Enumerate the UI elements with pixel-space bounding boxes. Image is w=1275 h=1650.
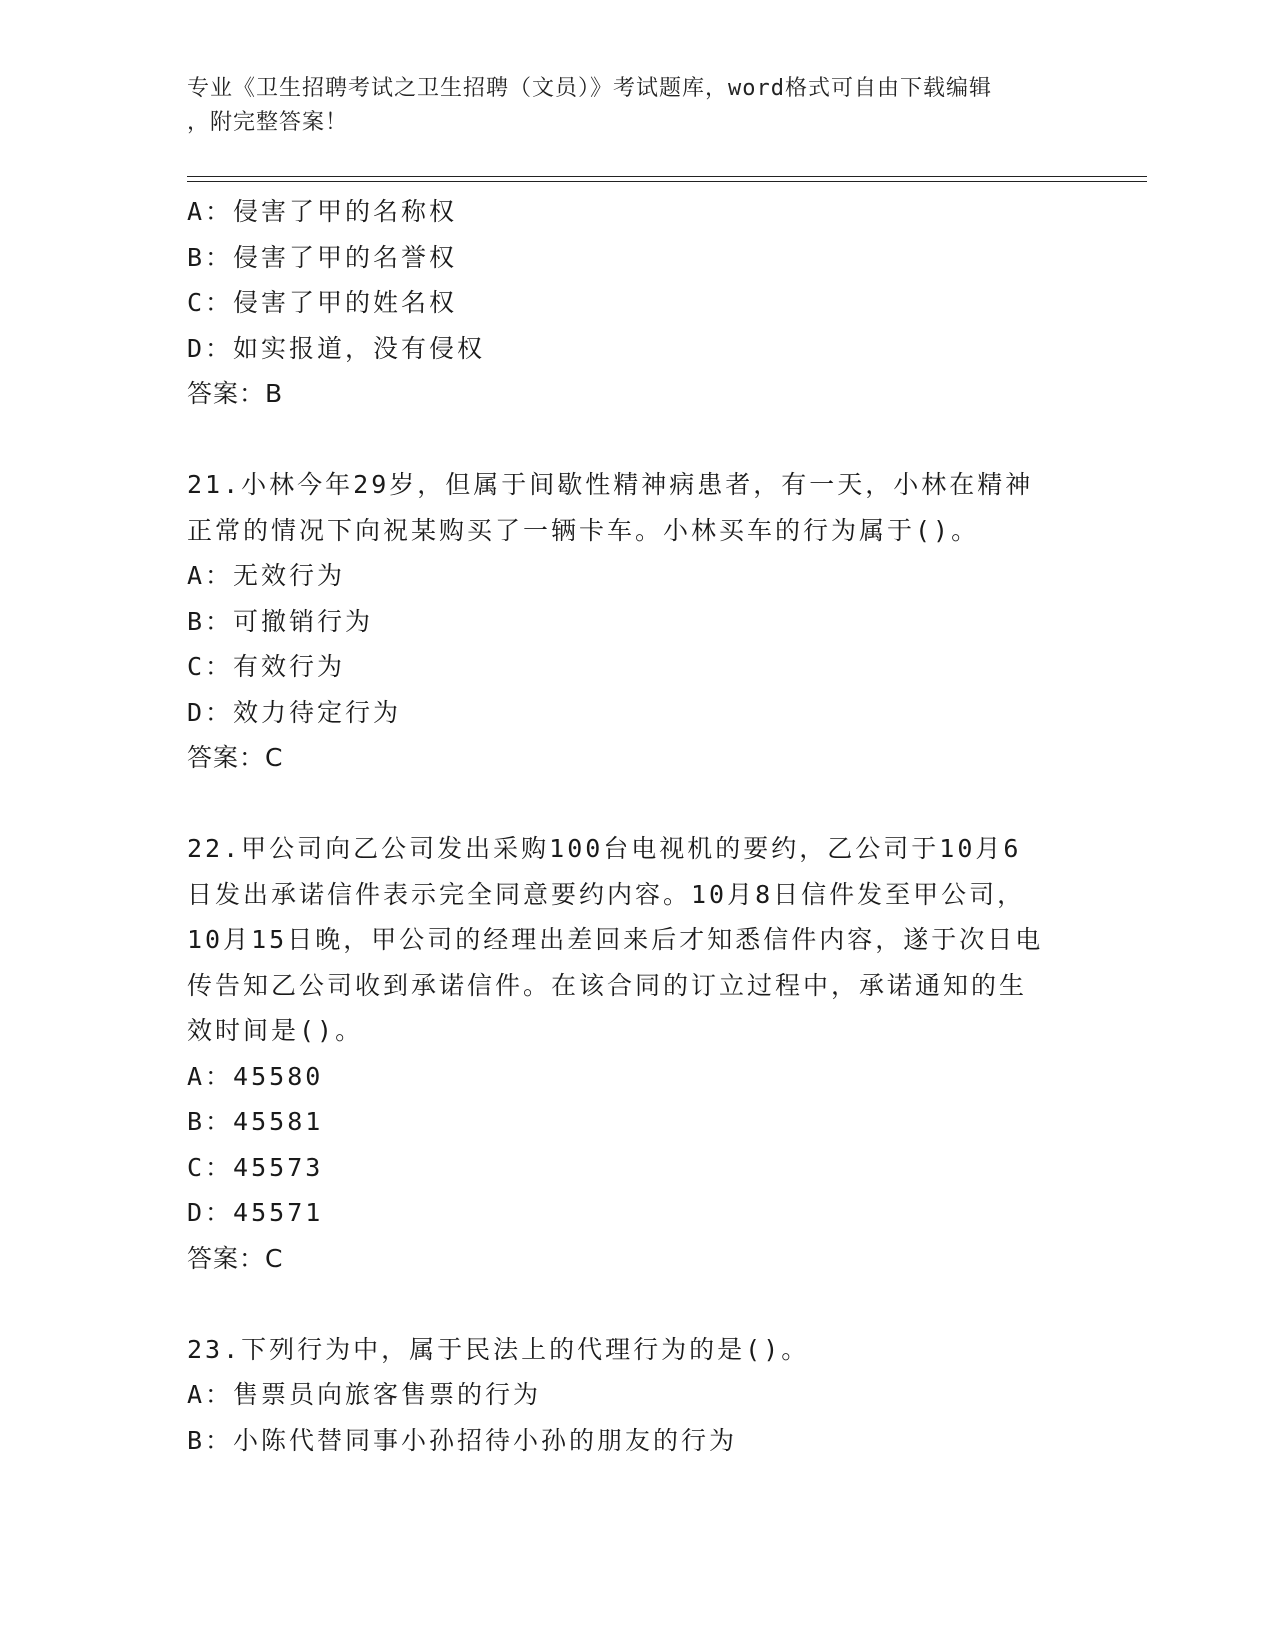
question-stem-line: 日发出承诺信件表示完全同意要约内容。10月8日信件发至甲公司，: [187, 879, 1026, 909]
question-21: [187, 462, 1087, 781]
option-d: D：效力待定行为: [187, 697, 402, 727]
option-a: A：无效行为: [187, 561, 346, 590]
option-d: D：如实报道，没有侵权: [187, 333, 486, 363]
option-a: A：45580: [187, 1061, 324, 1091]
option-b: B：小陈代替同事小孙招待小孙的朋友的行为: [187, 1425, 738, 1455]
option-b: B：45581: [187, 1107, 324, 1136]
option-c: C：45573: [187, 1152, 324, 1182]
document-header: [187, 72, 1087, 140]
question-stem-line: 效时间是()。: [187, 1016, 364, 1045]
answer: 答案：B: [187, 379, 284, 408]
option-b: B：侵害了甲的名誉权: [187, 242, 458, 272]
option-c: C：侵害了甲的姓名权: [187, 288, 458, 317]
header-divider-thick: [187, 176, 1147, 177]
question-23: [187, 1327, 1087, 1464]
question-20: [187, 189, 1087, 417]
option-c: C：有效行为: [187, 652, 346, 681]
question-stem-line: 传告知乙公司收到承诺信件。在该合同的订立过程中，承诺通知的生: [187, 970, 1028, 1000]
header-line-1: 专业《卫生招聘考试之卫生招聘（文员）》考试题库，word格式可自由下载编辑: [187, 76, 992, 101]
header-line-2: ，附完整答案！: [187, 110, 349, 135]
question-stem-line: 22.甲公司向乙公司发出采购100台电视机的要约，乙公司于10月6: [187, 834, 1022, 863]
answer: 答案：C: [187, 1243, 284, 1273]
answer: 答案：C: [187, 743, 284, 772]
question-stem-line: 21.小林今年29岁，但属于间歇性精神病患者，有一天，小林在精神: [187, 470, 1034, 499]
question-stem-line: 10月15日晚，甲公司的经理出差回来后才知悉信件内容，遂于次日电: [187, 925, 1044, 954]
option-d: D：45571: [187, 1198, 324, 1227]
question-stem-line: 23.下列行为中，属于民法上的代理行为的是()。: [187, 1334, 810, 1364]
option-b: B：可撤销行为: [187, 606, 374, 636]
option-a: A：侵害了甲的名称权: [187, 197, 458, 226]
header-divider-thin: [187, 181, 1147, 182]
option-a: A：售票员向旅客售票的行为: [187, 1380, 542, 1409]
question-list: [187, 189, 1087, 1463]
question-stem-line: 正常的情况下向祝某购买了一辆卡车。小林买车的行为属于()。: [187, 515, 980, 545]
question-22: [187, 826, 1087, 1281]
